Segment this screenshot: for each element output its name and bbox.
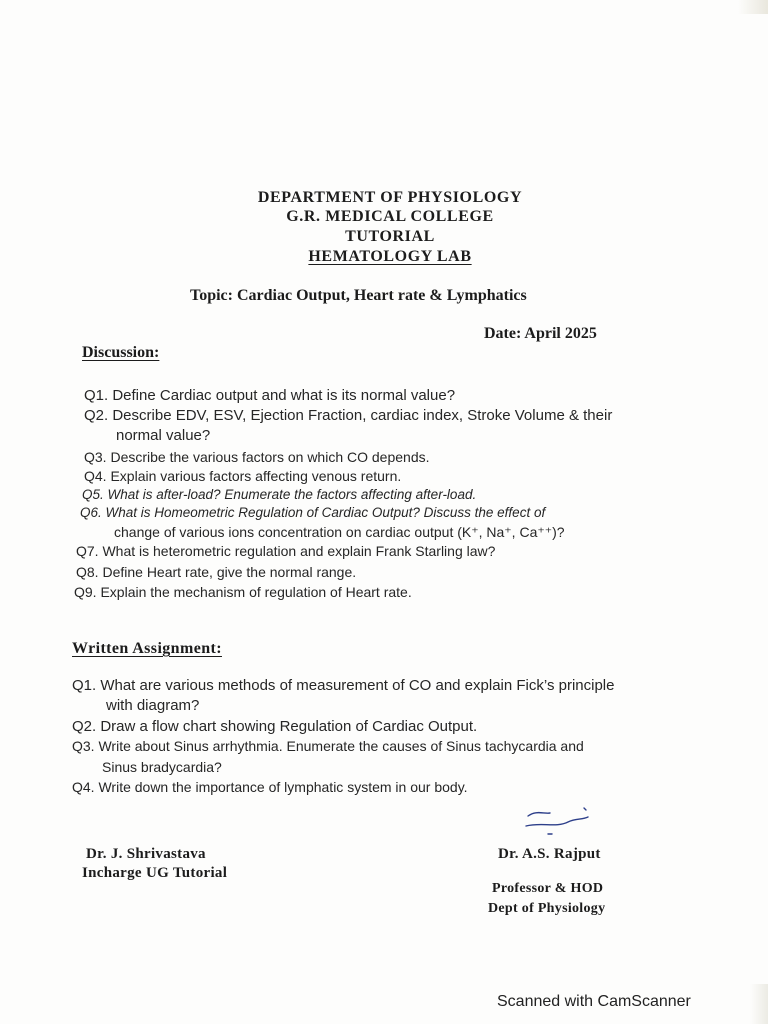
right-signatory-name: Dr. A.S. Rajput [498, 846, 601, 862]
signature-scribble [522, 804, 592, 838]
camscanner-footer: Scanned with CamScanner [497, 993, 691, 1010]
written-assignment-title: Written Assignment: [72, 640, 222, 657]
written-q3-cont: Sinus bradycardia? [102, 759, 222, 775]
discussion-q4: Q4. Explain various factors affecting venous return. [84, 468, 402, 484]
scan-shadow-top [738, 0, 768, 14]
discussion-q6: Q6. What is Homeometric Regulation of Cardiac Output? Discuss the effect of [80, 505, 546, 520]
discussion-q6-cont: change of various ions concentration on cardiac output (K⁺, Na⁺, Ca⁺⁺)? [114, 524, 565, 540]
right-signatory-role: Professor & HOD [492, 881, 604, 896]
date-line: Date: April 2025 [484, 325, 597, 342]
tutorial-heading: TUTORIAL [345, 228, 435, 245]
discussion-q8: Q8. Define Heart rate, give the normal range. [76, 564, 357, 580]
left-signatory-role: Incharge UG Tutorial [82, 865, 228, 881]
discussion-q1: Q1. Define Cardiac output and what is its normal value? [84, 387, 456, 404]
topic-line: Topic: Cardiac Output, Heart rate & Lymphatics [190, 287, 527, 304]
right-signatory-dept: Dept of Physiology [488, 901, 606, 916]
written-q3: Q3. Write about Sinus arrhythmia. Enumerate the causes of Sinus tachycardia and [72, 738, 584, 754]
written-q1-cont: with diagram? [106, 697, 200, 714]
written-q1: Q1. What are various methods of measurement of CO and explain Fick’s principle [72, 677, 615, 694]
written-q2: Q2. Draw a flow chart showing Regulation of Cardiac Output. [72, 718, 478, 735]
scan-shadow-bottom [750, 984, 768, 1024]
discussion-q3: Q3. Describe the various factors on which CO depends. [84, 449, 430, 465]
college-heading: G.R. MEDICAL COLLEGE [286, 208, 494, 225]
lab-heading: HEMATOLOGY LAB [308, 248, 472, 265]
discussion-q2: Q2. Describe EDV, ESV, Ejection Fraction, cardiac index, Stroke Volume & their [84, 407, 613, 424]
discussion-q7: Q7. What is heterometric regulation and explain Frank Starling law? [76, 543, 496, 559]
department-heading: DEPARTMENT OF PHYSIOLOGY [257, 189, 523, 206]
discussion-q2-cont: normal value? [116, 427, 211, 444]
left-signatory-name: Dr. J. Shrivastava [86, 846, 206, 862]
written-q4: Q4. Write down the importance of lymphatic system in our body. [72, 779, 468, 795]
discussion-q5: Q5. What is after-load? Enumerate the factors affecting after-load. [82, 487, 477, 502]
discussion-title: Discussion: [82, 344, 160, 361]
discussion-q9: Q9. Explain the mechanism of regulation of Heart rate. [74, 584, 412, 600]
